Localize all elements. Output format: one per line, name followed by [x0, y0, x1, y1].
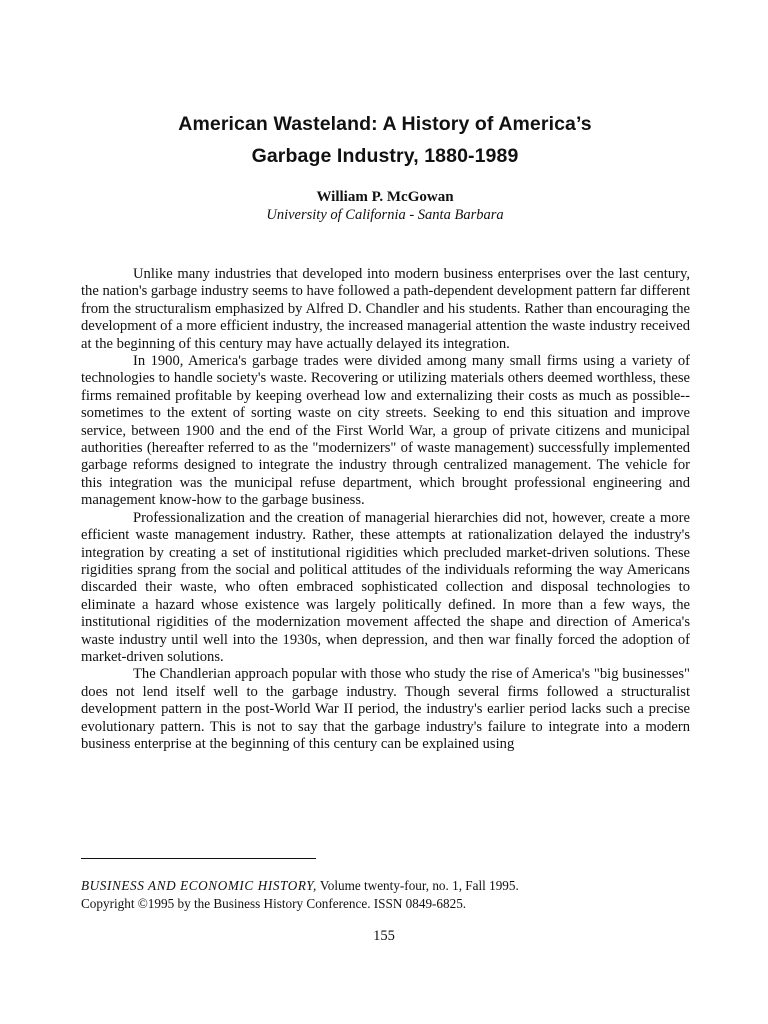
paragraph-2: In 1900, America's garbage trades were divided among many small firms using a variety of technologies to handle society's waste. Recovering or utilizing materials others deemed worthless, these firms remained profitable by keeping overhead low and externalizing their costs as much as possible--sometimes to the extent of sorting waste on city streets. Seeking to end this situation and improve service, between 1900 and the end of the First World War, a group of private citizens and municipal authorities (hereafter referred to as the "modernizers" of waste management) successfully implemented garbage reforms designed to integrate the industry through centralized management. The vehicle for this integration was the municipal refuse department, which brought professional engineering and management know-how to the garbage business. [81, 353, 690, 509]
author-affiliation: University of California - Santa Barbara [266, 207, 504, 223]
footnote-divider [81, 858, 316, 859]
journal-issue: Volume twenty-four, no. 1, Fall 1995. [316, 878, 519, 893]
title-line-2: Garbage Industry, 1880-1989 [251, 145, 519, 167]
footnote-copyright: Copyright ©1995 by the Business History Conference. ISSN 0849-6825. [81, 896, 467, 911]
paragraph-3: Professionalization and the creation of managerial hierarchies did not, however, create a more efficient waste management industry. Rather, these attempts at rationalization delayed the industry's integration by creating a set of institutional rigidities which precluded market-driven solutions. These rigidities sprang from the social and political attitudes of the individuals reforming the way Americans discarded their waste, who often embraced sophisticated collection and disposal technologies to eliminate a hazard whose existence was largely politically defined. In more than a few ways, the institutional rigidities of the modernization movement affected the shape and direction of America's waste industry until well into the 1930s, when depression, and then war finally forced the adoption of market-driven solutions. [81, 509, 690, 665]
footnote [81, 877, 721, 913]
article-title [80, 108, 690, 172]
footnote-citation [81, 877, 721, 895]
title-line-1: American Wasteland: A History of America’s [178, 113, 592, 135]
journal-name: BUSINESS AND ECONOMIC HISTORY, [81, 878, 317, 893]
article-body [81, 266, 690, 753]
paragraph-1: Unlike many industries that developed into modern business enterprises over the last century, the nation's garbage industry seems to have followed a path-dependent development pattern far different from the structuralism emphasized by Alfred D. Chandler and his students. Rather than encouraging the development of a more efficient industry, the increased managerial attention the waste industry received at the beginning of this century may have actually delayed its integration. [81, 266, 691, 352]
page-number: 155 [373, 928, 395, 944]
author-name: William P. McGowan [316, 189, 454, 205]
paragraph-4: The Chandlerian approach popular with those who study the rise of America's "big businesses" does not lend itself well to the garbage industry. Though several firms followed a structuralist development pattern in the post-World War II period, the industry's earlier period lacks such a precise evolutionary pattern. This is not to say that the garbage industry's failure to integrate into a modern business enterprise at the beginning of this century can be explained using [81, 666, 690, 752]
